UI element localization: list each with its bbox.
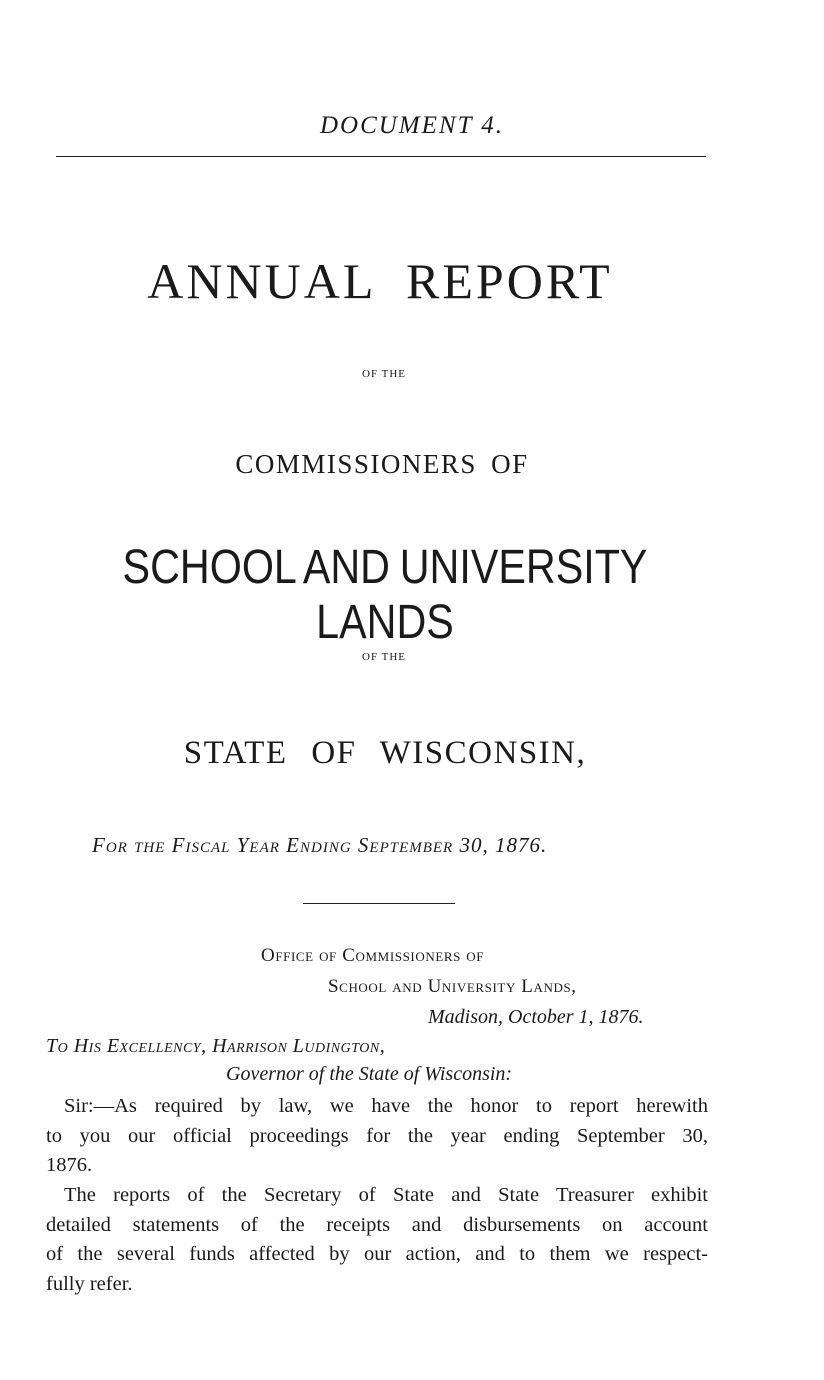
paragraph-2: [46, 1181, 708, 1299]
paragraph-1-line: Sir:—As required by law, we have the honor to report herewith: [64, 1095, 708, 1117]
paragraph-1-line: 1876.: [46, 1154, 93, 1177]
paragraph-2-line: fully refer.: [46, 1272, 133, 1295]
section-rule: [303, 903, 455, 904]
paragraph-1-line: to you our official proceedings for the year ending September 30,: [46, 1124, 708, 1147]
paragraph-2-line: detailed statements of the receipts and disbursements on account: [46, 1213, 708, 1236]
commissioners-heading: COMMISSIONERS OF: [235, 449, 529, 479]
office-line-1: Office of Commissioners of: [261, 945, 485, 966]
letter-date: Madison, October 1, 1876.: [428, 1006, 644, 1028]
of-the-label-2: OF THE: [362, 651, 406, 663]
fiscal-year-line: For the Fiscal Year Ending September 30, 1876.: [92, 833, 548, 857]
paragraph-2-line: of the several funds affected by our action, and to them we respect-: [46, 1243, 708, 1266]
paragraph-1: [46, 1092, 708, 1181]
header-rule: [56, 156, 706, 157]
of-the-label-1: OF THE: [362, 368, 406, 380]
lands-heading: SCHOOL AND UNIVERSITY LANDS: [122, 541, 648, 649]
office-line-2: School and University Lands,: [328, 976, 577, 997]
report-title: ANNUAL REPORT: [147, 253, 613, 309]
document-number: DOCUMENT 4.: [319, 112, 505, 139]
addressee-title: Governor of the State of Wisconsin:: [226, 1063, 513, 1085]
letter-addressee: To His Excellency, Harrison Ludington,: [46, 1035, 386, 1057]
state-heading: STATE OF WISCONSIN,: [183, 735, 587, 771]
paragraph-2-line: The reports of the Secretary of State and State Treasurer exhibit: [64, 1184, 708, 1206]
